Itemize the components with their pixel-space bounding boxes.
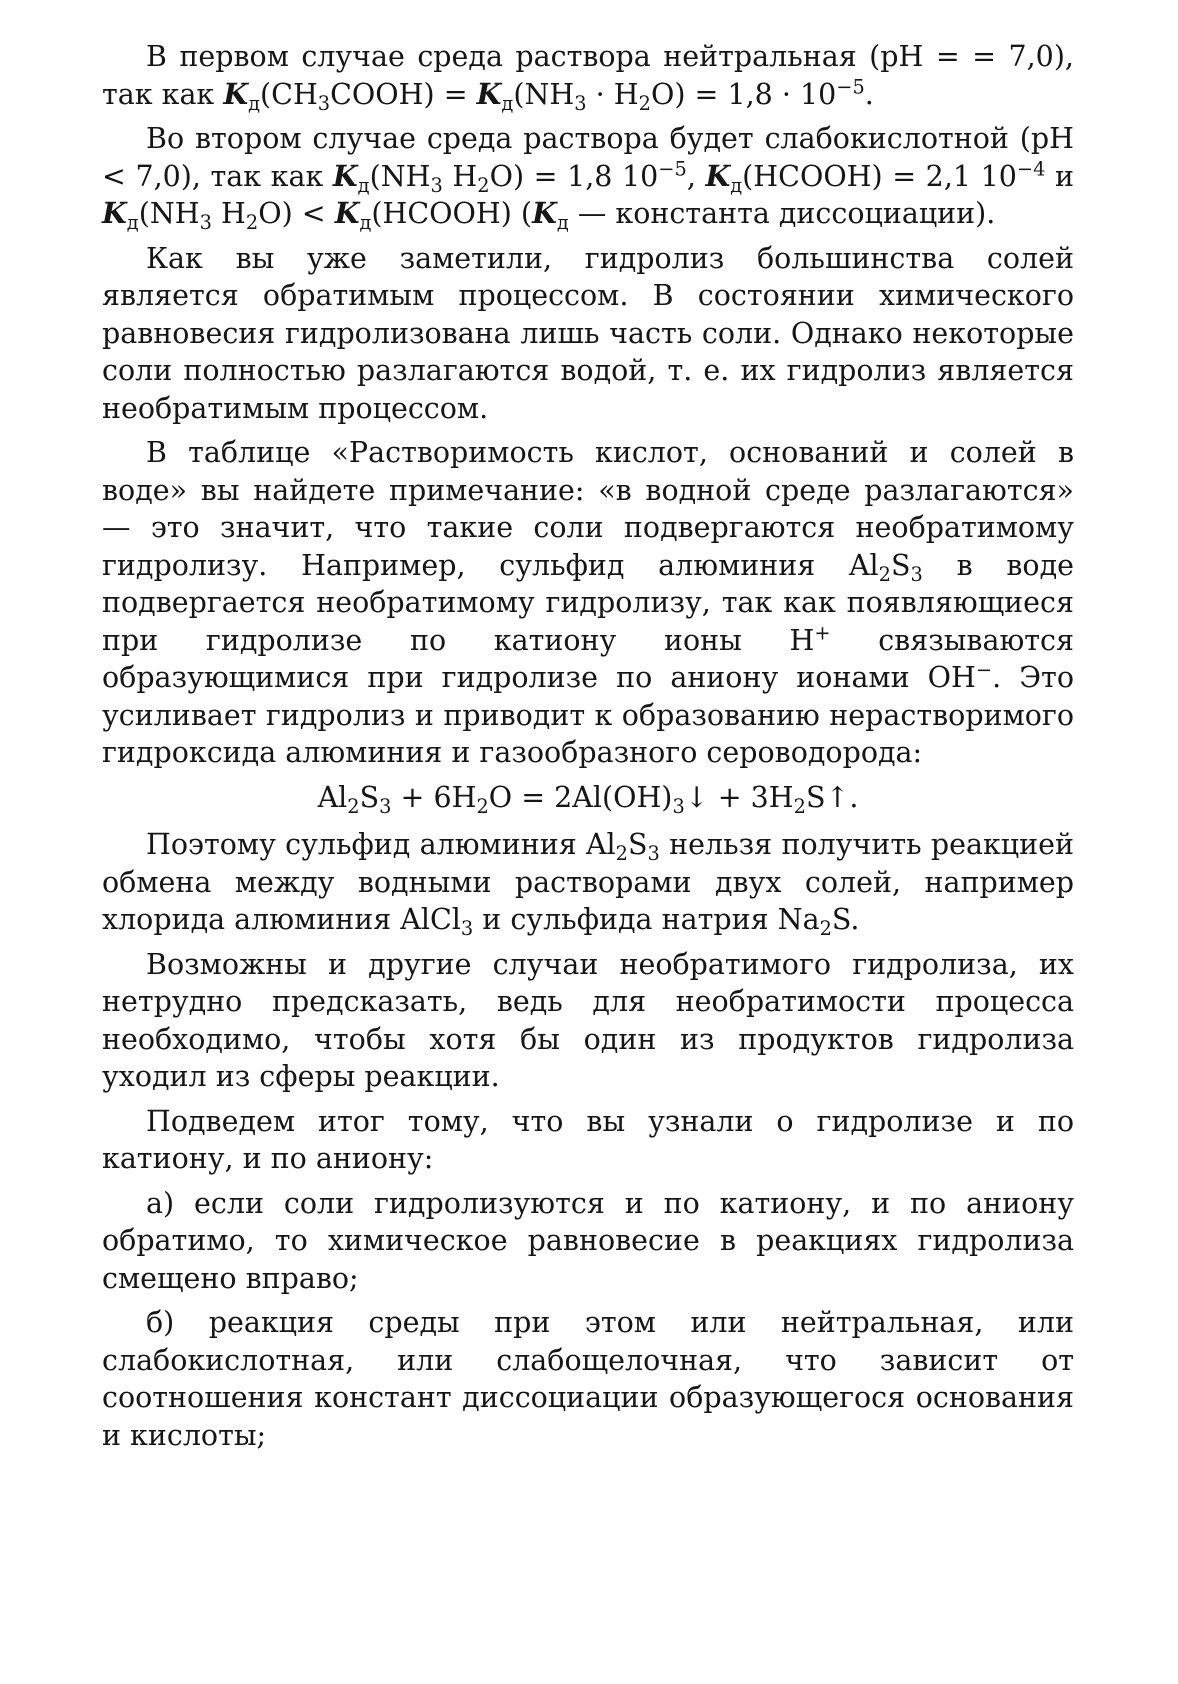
paragraph-solubility-table-note: В таблице «Растворимость кислот, оснований и солей в воде» вы найдете примечание: «в водной среде разлагаются» — это значит, что такие соли подвергаются необратимому гидролизу. Например, сульфид алюминия $Al_2S_3$ в воде подвергается необратимому гидролизу, так как появляющиеся при гидролизе по катиону ионы H+ связываются образующимися при гидролизе по аниону ионами OH−. Это усиливает гидролиз и приводит к образованию нерастворимого гидроксида алюминия и газообразного сероводорода:	[102, 436, 1074, 769]
reaction-equation: $Al_2S_3 + 6H_2O$ = $2Al(OH)_3↓$ + $3H_2S↑$.	[317, 780, 859, 818]
summary-item-b: б) реакция среды при этом или нейтральная, или слабокислотная, или слабощелочная, что зависит от соотношения констант диссоциации образующегося основания и кислоты;	[102, 1306, 1074, 1452]
paragraph-other-cases: Возможны и другие случаи необратимого гидролиза, их нетрудно предсказать, ведь для необратимости процесса необходимо, чтобы хотя бы один из продуктов гидролиза уходил из сферы реакции.	[102, 947, 1074, 1093]
paragraph-aluminium-sulfide: Поэтому сульфид алюминия $Al_2S_3$ нельзя получить реакцией обмена между водными растворами двух солей, например хлорида алюминия AlCl$_3$ и сульфида натрия $Na_2S$.	[102, 828, 1074, 941]
paragraph-reversible-hydrolysis: Как вы уже заметили, гидролиз большинства солей является обратимым процессом. В состоянии химического равновесия гидролизована лишь часть соли. Однако некоторые соли полностью разлагаются водой, т. е. их гидролиз является необратимым процессом.	[102, 241, 1074, 425]
paragraph-weak-acid-medium: Во втором случае среда раствора будет слабокислотной (pH < 7,0), так как $K_д(NH_3$ $H_2O) = 1,8$ $10^{-5}$, $K_д(HCOOH) = 2,1$ $10^{-4}$ и $K_д(NH_3$ $H_2O$) < $K_д(HCOOH)$ ($K_д$ — константа диссоциации).	[102, 122, 1074, 235]
paragraph-neutral-medium: В первом случае среда раствора нейтральная (pH = = 7,0), так как $K_д(CH_3COOH) = K_д(NH_3 \cdot H_2O) = 1,8 \cdot 10^{-5}$.	[102, 40, 1074, 115]
paragraph-summary-intro: Подведем итог тому, что вы узнали о гидролизе и по катиону, и по аниону:	[102, 1104, 1074, 1175]
summary-item-a: а) если соли гидролизуются и по катиону, и по аниону обратимо, то химическое равновесие в реакциях гидролиза смещено вправо;	[102, 1186, 1074, 1295]
